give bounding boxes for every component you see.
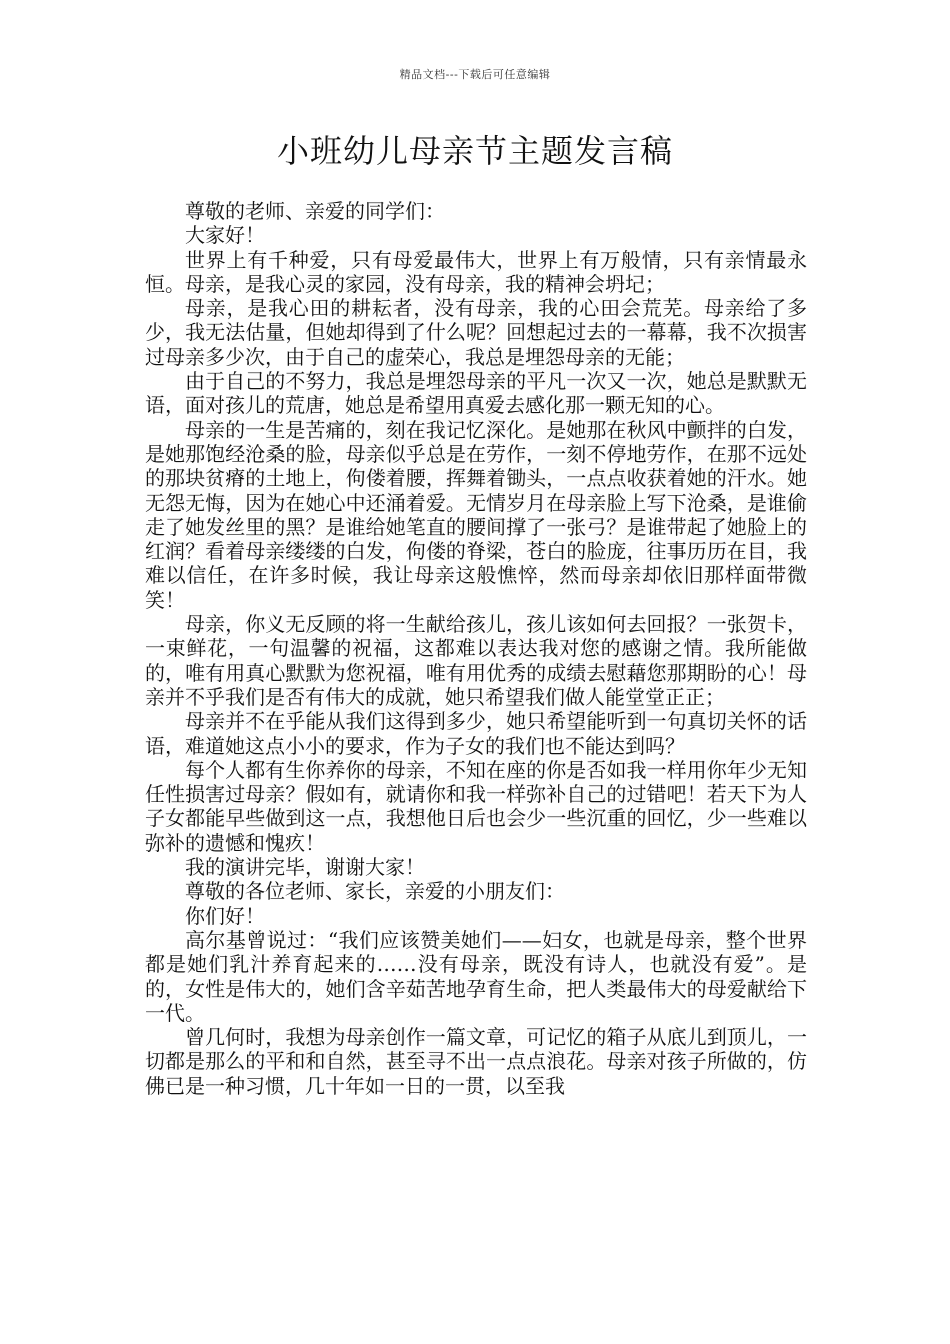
paragraph: 母亲，你义无反顾的将一生献给孩儿，孩儿该如何去回报？一张贺卡，一束鲜花，一句温馨的祝福，这都难以表达我对您的感谢之情。我所能做的，唯有用真心默默为您祝福，唯有用优秀的成绩去慰藉您那期盼的心！母亲并不乎我们是否有伟大的成就，她只希望我们做人能堂堂正正； <box>145 612 807 709</box>
paragraph: 你们好！ <box>185 903 265 928</box>
paragraph: 我的演讲完毕，谢谢大家！ <box>185 855 425 880</box>
document-title: 小班幼儿母亲节主题发言稿 <box>276 132 673 170</box>
paragraph: 母亲，是我心田的耕耘者，没有母亲，我的心田会荒芜。母亲给了多少，我无法估量，但她却得到了什么呢？回想起过去的一幕幕，我不次损害过母亲多少次，由于自己的虚荣心，我总是埋怨母亲的无能； <box>145 296 807 369</box>
paragraph: 高尔基曾说过：“我们应该赞美她们——妇女，也就是母亲，整个世界都是她们乳汁养育起来的……没有母亲，既没有诗人，也就没有爱”。是的，女性是伟大的，她们含辛茹苦地孕育生命，把人类最伟大的母爱献给下一代。 <box>145 927 807 1025</box>
paragraph: 大家好！ <box>185 223 265 248</box>
paragraph: 母亲并不在乎能从我们这得到多少，她只希望能听到一句真切关怀的话语，难道她这点小小的要求，作为子女的我们也不能达到吗？ <box>145 709 807 758</box>
paragraph: 由于自己的不努力，我总是埋怨母亲的平凡一次又一次，她总是默默无语，面对孩儿的荒唐，她总是希望用真爱去感化那一颗无知的心。 <box>145 369 807 418</box>
paragraph: 每个人都有生你养你的母亲，不知在座的你是否如我一样用你年少无知任性损害过母亲？假如有，就请你和我一样弥补自己的过错吧！若天下为人子女都能早些做到这一点，我想他日后也会少一些沉重的回忆，少一些难以弥补的遗憾和愧疚！ <box>145 757 807 855</box>
paragraph: 尊敬的各位老师、家长，亲爱的小朋友们： <box>185 879 565 904</box>
paragraph: 尊敬的老师、亲爱的同学们： <box>185 199 445 223</box>
paragraph: 曾几何时，我想为母亲创作一篇文章，可记忆的箱子从底儿到顶儿，一切都是那么的平和和自然，甚至寻不出一点点浪花。母亲对孩子所做的，仿佛已是一种习惯，几十年如一日的一贯，以至我 <box>145 1025 807 1098</box>
document-body <box>145 199 807 1098</box>
paragraph: 世界上有千种爱，只有母爱最伟大，世界上有万般情，只有亲情最永恒。母亲，是我心灵的家园，没有母亲，我的精神会坍圮； <box>145 247 807 296</box>
paragraph: 母亲的一生是苦痛的，刻在我记忆深化。是她那在秋风中颤拌的白发，是她那饱经沧桑的脸，母亲似乎总是在劳作，一刻不停地劳作，在那不远处的那块贫瘠的土地上，佝偻着腰，挥舞着锄头，一点点收获着她的汗水。她无怨无悔，因为在她心中还涌着爱。无情岁月在母亲脸上写下沧桑，是谁偷走了她发丝里的黑？是谁给她笔直的腰间撑了一张弓？是谁带起了她脸上的红润？看着母亲缕缕的白发，佝偻的脊梁，苍白的脸庞，往事历历在目，我难以信任，在许多时候，我让母亲这般憔悴，然而母亲却依旧那样面带微笑！ <box>145 417 807 612</box>
page-header: 精品文档---下载后可任意编辑 <box>399 68 551 81</box>
